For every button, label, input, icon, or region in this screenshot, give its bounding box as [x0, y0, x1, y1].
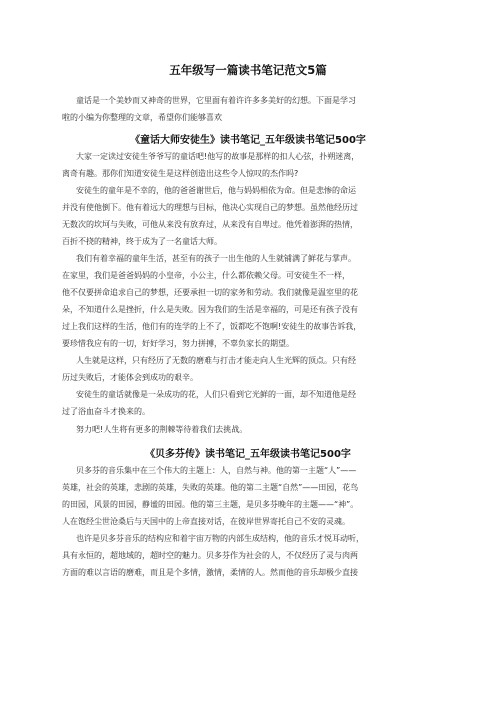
paragraph-line: 安徒生的童年是不幸的，他的爸爸谢世后，他与妈妈相依为命。但是悲惨的命运 [76, 186, 356, 195]
paragraph-line: 人生就是这样，只有经历了无数的磨难与打击才能走向人生光辉的顶点。只有经 [76, 356, 356, 365]
intro-line: 啦的小编为你整理的文章，希望你们能够喜欢 [62, 113, 222, 122]
paragraph-line: 在家里，我们是爸爸妈妈的小皇帝，小公主，什么都依赖父母。可安徒生不一样， [62, 271, 350, 280]
paragraph-line: 朵，不知道什么是挫折，什么是失败。因为我们的生活是幸福的，可是还有孩子没有 [62, 305, 358, 314]
paragraph-line: 无数次的坎坷与失败，可他从来没有放弃过，从来没有自卑过。他凭着澎湃的热情， [62, 220, 358, 229]
paragraph-line: 要珍惜我应有的一切，好好学习，努力拼搏，不辜负家长的期望。 [62, 339, 294, 348]
paragraph-line: 并没有使他倒下。他有着远大的理想与目标，他决心实现自己的梦想。虽然他经历过 [62, 203, 358, 212]
section-title: 《童话大师安徒生》读书笔记_五年级读书笔记500字 [130, 135, 366, 146]
document-title: 五年级写一篇读书笔记范文5篇 [169, 63, 327, 77]
paragraph-line: 离奇有趣。那你们知道安徒生是这样创造出这些令人惊叹的杰作吗? [62, 169, 299, 178]
paragraph-line: 具有永恒的，超地域的，超时空的魅力。贝多芬作为社会的人，不仅经历了灵与肉两 [62, 551, 358, 560]
section-title: 《贝多芬传》读书笔记_五年级读书笔记500字 [145, 449, 351, 460]
paragraph-line: 人在饱经尘世沧桑后与天国中的上帝直接对话，在彼岸世界寄托自己不安的灵魂。 [62, 517, 350, 526]
paragraph-line: 贝多芬的音乐集中在三个伟大的主题上：人，自然与神。他的第一主题“人”—— [76, 466, 357, 475]
paragraph-line: 过了浴血奋斗才换来的。 [62, 407, 150, 416]
paragraph-line: 大家一定读过安徒生爷爷写的童话吧!他写的故事是那样的扣人心弦，扑朔迷离， [76, 152, 360, 161]
paragraph-line: 他不仅要拼命追求自己的梦想，还要承担一切的家务和劳动。我们就像是温室里的花 [62, 288, 358, 297]
paragraph-line: 英雄，社会的英雄，悲剧的英雄，失败的英雄。他的第二主题“自然”——田园，花鸟 [62, 483, 359, 492]
paragraph-line: 也许是贝多芬音乐的结构应和着宇宙万物的内部生成结构，他的音乐才悦耳动听， [76, 534, 364, 543]
paragraph-line: 过上我们这样的生活，他们有的连学的上不了，饭都吃不饱啊!安徒生的故事告诉我， [62, 322, 362, 331]
paragraph-line: 历过失败后，才能体会到成功的艰辛。 [62, 373, 198, 382]
paragraph-line: 的田园，风景的田园，静谧的田园。他的第三主题，是贝多芬晚年的主题——“神”。 [62, 500, 359, 509]
paragraph-line: 百折不挠的精神，终于成为了一名童话大师。 [62, 237, 222, 246]
paragraph-line: 方面的难以言语的磨难，而且是个多情，激情，柔情的人。然而他的音乐却极少直接 [62, 568, 358, 577]
paragraph-line: 安徒生的童话就像是一朵成功的花，人们只看到它光鲜的一面，却不知道他是经 [76, 390, 356, 399]
paragraph-line: 我们有着幸福的童年生活，甚至有的孩子一出生他的人生就铺满了鲜花与掌声。 [76, 254, 356, 263]
intro-line: 童话是一个美妙而又神奇的世界，它里面有着许许多多美好的幻想。下面是学习 [76, 96, 356, 105]
paragraph-line: 努力吧!人生将有更多的荆棘等待着我们去挑战。 [76, 425, 248, 434]
